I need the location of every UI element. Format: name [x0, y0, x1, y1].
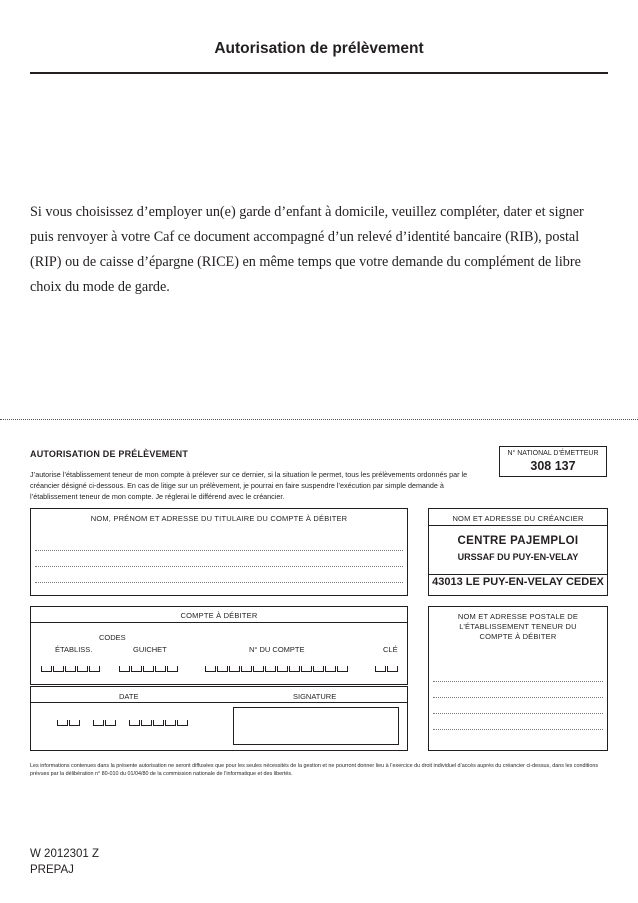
intro-paragraph: Si vous choisissez d’employer un(e) garde d’enfant à domicile, veuillez compléter, dater et signer puis renvoyer à votre Caf ce document accompagné d’un relevé d’identité bancaire (RIB), postal (RIP) ou de caisse d’épargne (RICE) en même temps que votre demande du complément de libre choix du mode de garde. — [30, 204, 584, 295]
creditor-label: NOM ET ADRESSE DU CRÉANCIER — [452, 514, 584, 523]
postal-line-4[interactable] — [433, 729, 603, 730]
holder-line-2[interactable] — [35, 566, 403, 567]
date-label: DATE — [119, 692, 139, 701]
legal-notice: Les informations contenues dans la présente autorisation ne seront diffusées que pour les seules nécessités de la gestion et ne pourront donner lieu à l’exercice du droit individuel d’accès auprès du créancier ci-dessus, dans les conditions prévues par la délibération n° 80-010 du 01/04/80 de la commission nationale de l’informatique et des libertés. — [30, 763, 599, 777]
postal-box — [428, 606, 608, 751]
holder-box — [30, 508, 408, 596]
footer-ref: PREPAJ — [30, 864, 74, 876]
creditor-sub: URSSAF DU PUY-EN-VELAY — [457, 552, 579, 562]
cut-line — [0, 419, 638, 420]
creditor-box — [428, 508, 608, 596]
emitter-label: N° NATIONAL D’ÉMETTEUR — [507, 450, 599, 457]
form-section-text: J’autorise l’établissement teneur de mon compte à prélever sur ce dernier, si la situation le permet, tous les prélèvements ordonnés par le créancier désigné ci-dessous. En cas de litige sur un prélèvement, je pourrai en faire suspendre l’exécution par simple demande à l’établissement teneur de mon compte. Je réglerai le différend avec le créancier. — [30, 470, 468, 501]
guichet-cells[interactable] — [119, 666, 179, 672]
postal-line-3[interactable] — [433, 713, 603, 714]
creditor-separator — [429, 525, 607, 526]
key-label: CLÉ — [383, 645, 398, 654]
holder-line-3[interactable] — [35, 582, 403, 583]
guichet-label: GUICHET — [133, 645, 167, 654]
emitter-box — [499, 446, 607, 477]
holder-label: NOM, PRÉNOM ET ADRESSE DU TITULAIRE DU COMPTE À DÉBITER — [90, 514, 348, 523]
date-separator — [31, 702, 407, 703]
account-separator — [31, 622, 407, 623]
etabliss-label: ÉTABLISS. — [55, 645, 93, 654]
footer-code: W 2012301 Z — [30, 848, 100, 860]
etabliss-cells[interactable] — [41, 666, 101, 672]
creditor-separator-2 — [429, 574, 607, 575]
postal-line-1[interactable] — [433, 681, 603, 682]
creditor-name: CENTRE PAJEMPLOI — [457, 535, 579, 547]
footer — [30, 846, 99, 878]
date-day-cells[interactable] — [57, 720, 81, 726]
signature-field[interactable] — [233, 707, 399, 745]
signature-label: SIGNATURE — [293, 692, 337, 701]
postal-label: NOM ET ADRESSE POSTALE DE L’ÉTABLISSEMENT TENEUR DU COMPTE À DÉBITER — [457, 612, 579, 641]
postal-line-2[interactable] — [433, 697, 603, 698]
form-section-title: AUTORISATION DE PRÉLÈVEMENT — [30, 449, 189, 459]
date-month-cells[interactable] — [93, 720, 117, 726]
date-year-cells[interactable] — [129, 720, 189, 726]
account-number-label: N° DU COMPTE — [249, 645, 305, 654]
key-cells[interactable] — [375, 666, 399, 672]
codes-label: CODES — [99, 633, 126, 642]
title-rule — [30, 72, 608, 74]
account-label: COMPTE À DÉBITER — [180, 611, 258, 620]
creditor-city: 43013 LE PUY-EN-VELAY CEDEX — [432, 576, 604, 588]
account-box — [30, 606, 408, 685]
date-signature-box — [30, 686, 408, 751]
page-title: Autorisation de prélèvement — [214, 40, 424, 57]
holder-line-1[interactable] — [35, 550, 403, 551]
emitter-number: 308 137 — [530, 459, 576, 473]
account-number-cells[interactable] — [205, 666, 349, 672]
